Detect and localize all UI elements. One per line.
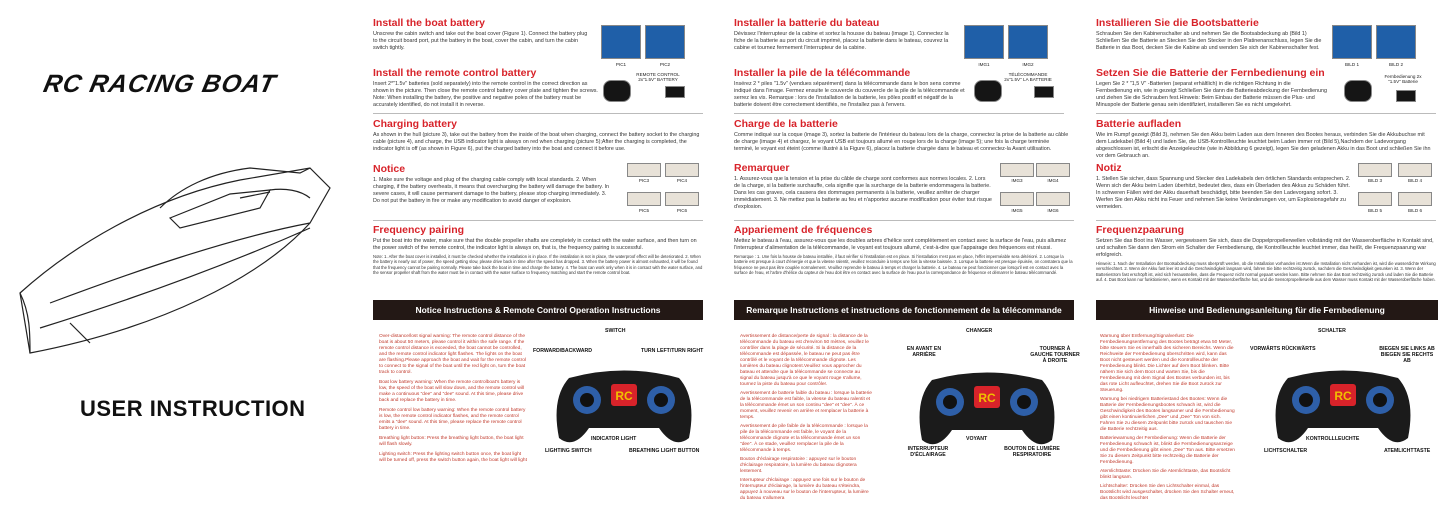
brand-logo: RC RACING BOAT bbox=[41, 70, 279, 98]
img4-caption: IMG4 bbox=[1047, 178, 1059, 183]
lighting-switch-note: Lighting switch: Press the lighting switch button once, the boat light will be turned off, press the switch button again, the boat light will light bbox=[379, 452, 527, 463]
svg-text:RC: RC bbox=[615, 389, 633, 403]
frequency-note-text: Remarque : 1. Une fois la housse de bateau installée, il faut vérifier si l'installation est en place. Si l'installation n'est pas en place, l'effet imperméable sera détérioré. 2. Lorsque la batterie est presque à court d'énergie et que la vitesse ralentit, veuillez reconduire à temps une fois la vitesse baissée. 3. Lorsque la batterie est presque épuisée, on constatera que la fréquence ne peut pas être couplée normalement. Veuillez reprendre le bateau à temps et charger la batterie. 4. Le bateau ne peut fonctionner que lorsqu'il est en contact avec la surface de l'eau, et l'arbre d'hélice du capteur de l'eau doit être en contact avec la surface de l'eau pour la correspondance de fréquence et démarrer le bateau télécommandé. bbox=[734, 254, 1073, 275]
install-boat-battery-text: Unscrew the cabin switch and take out the boat cover (Figure 1). Connect the battery plug to the circuit board port, put the battery in the boat, cover the cabin, and turn the cabin switch tightly. bbox=[373, 31, 588, 51]
over-distance-warning: Warnung über Entfernung/Signalverlust: Die Fernbedienungsentfernung des Bootes beträgt etwa 50 Meter, bitte steuern Sie es innerhalb des sicheren Bereichs. Wenn die Reichweite der Fernbedienung überschritten wird, kann das Boot nicht gesteuert werden und die Kontrollleuchte der Fernbedienung blinkt. Die Lichter auf dem Boot blinken. Bitte nähern Sie sich dem Boot und warten Sie, bis die Fernbedienung mit dem Signal des Bootes verbunden ist, bis das rote Licht aufleuchtet, drehen Sie die Boot zurück zur Steuerung. bbox=[1100, 334, 1234, 393]
remote-label-breathing: BREATHING LIGHT BUTTON bbox=[629, 448, 700, 454]
frequency-pairing-text: Mettez le bateau à l'eau, assurez-vous que les doubles arbres d'hélice sont complètement en contact avec la surface de l'eau, puis allumez l'interrupteur d'alimentation de la télécommande, le voyant est toujours allumé, c'est-à-dire que l'appairage des fréquences est réussi. bbox=[734, 238, 1067, 251]
pic2-caption: PIC2 bbox=[659, 62, 671, 67]
img5-caption: IMG5 bbox=[1011, 208, 1023, 213]
lighting-switch-note: Interrupteur d'éclairage : appuyez une fois sur le bouton de l'interrupteur d'éclairage, la lumière du bateau s'éteindra, appuyez à nouveau sur le bouton de l'interrupteur, la lumière du bateau s'allumera bbox=[740, 478, 869, 501]
charging-text: Wie im Rumpf gezeigt (Bild 3), nehmen Sie den Akku beim Laden aus dem Inneren des Bootes heraus, verbinden Sie die Akkubuchse mit dem Ladekabel (Bild 4) und laden Sie, die USB-Kontrollleuchte leuchtet beim Laden immer rot (Bild 5),Nachdem der Ladevorgang abgeschlossen ist, erlischt die Anzeigeleuchte (wie in Abbildung 6 gezeigt), legen Sie den geladenen Akku in das Boot und schließen Sie ihn vor dem Gebrauch an. bbox=[1096, 132, 1431, 159]
bild1-image bbox=[1332, 25, 1372, 59]
img6-caption: IMG6 bbox=[1047, 208, 1059, 213]
img5-image bbox=[1000, 192, 1034, 206]
frequency-note-text: Hinweis: 1. Nach der Installation der Bootsabdeckung muss überprüft werden, ob die Installation vorhanden ist.Wenn die Installation nicht vorhanden ist, wird die wasserdichte Wirkung verschlechtert. 2. Wenn der Akku fast leer ist und die Geschwindigkeit langsam wird, fahren Sie bitte rechtzeitig zurück, nachdem die Geschwindigkeit gesunken ist. 3. Wenn der Batteriestrom fast erschöpft ist, wird sich herausstellen, dass die Frequenz nicht normal gepaart werden kann. Bitte nehmen Sie das Boot rechtzeitig zurück und laden Sie die Batterie auf. 4. Das Boot kann nur funktionieren, wenn es Kontakt mit der Wasseroberfläche hat, und die Sensorpropellerwelle aus dem Wasser muss Kontakt mit der Wasseroberfläche haben. bbox=[1096, 261, 1436, 282]
pic4-image bbox=[665, 163, 699, 177]
divider bbox=[734, 113, 1064, 114]
boat-low-battery-warning: Warnung bei niedrigem Batteriestand des Bootes: Wenn die Batterie der Fernbedienungsbootes schwach ist, wird die Geschwindigkeit des Bootes langsamer und die Fernbedienung gibt einen kontinuierlichen „Dee" und „Dee" Ton von sich. Fahren Sie zu diesem Zeitpunkt bitte zurück und tauschen Sie die Batterie rechtzeitig aus. bbox=[1100, 397, 1235, 432]
frequency-pairing-heading: Frequenzpaarung bbox=[1096, 224, 1185, 236]
svg-text:RC: RC bbox=[1334, 389, 1352, 403]
notice-text: 1. Stellen Sie sicher, dass Spannung und Stecker des Ladekabels den örtlichen Standards entsprechen. 2. Wenn sich der Akku beim Laden überhitzt, bedeutet dies, dass ein Überladen des Akkus zu Schäden führt. In schweren Fällen wird der Akku dauerhaft beschädigt, bitte beenden Sie den Ladevorgang sofort. 3. Werfen Sie den Akku nicht ins Feuer und nehmen Sie keine Veränderungen vor, um Explosionsgefahr zu vermeiden. bbox=[1096, 176, 1351, 210]
remote-image bbox=[603, 80, 631, 102]
cover-panel bbox=[0, 0, 355, 509]
divider bbox=[1096, 220, 1436, 221]
battery-image bbox=[1396, 90, 1416, 102]
remote-label-indicator: INDICATOR LIGHT bbox=[591, 436, 637, 442]
pic1-caption: PIC1 bbox=[615, 62, 627, 67]
install-boat-battery-heading: Install the boat battery bbox=[373, 17, 486, 29]
notice-text: 1. Assurez-vous que la tension et la prise du câble de charge sont conformes aux normes locales. 2. Lors de la charge, si la batterie surchauffe, cela signifie que la surcharge de la batterie endommagera la batterie. Dans les cas graves, cela causera des dommages permanents à la batterie, veuillez arrêter de charger immédiatement. 3. Ne mettez pas la batterie au feu et n'apportez aucune modification pour éviter tout risque d'explosion. bbox=[734, 176, 992, 210]
boat-outline-illustration bbox=[10, 128, 340, 358]
remote-label-turn: TOURNER À GAUCHE TOURNER À DROITE bbox=[1030, 346, 1080, 364]
remote-battery-caption: TÉLÉCOMMANDE 2x"1.5V" LA BATTERIE bbox=[1004, 72, 1052, 82]
pic3-image bbox=[627, 163, 661, 177]
lighting-switch-note: Lichtschalter: Drücken Sie den Lichtschalter einmal, das Bootslicht wird ausgeschaltet, drücken Sie den Schalter erneut, das Bootslicht leuchtet bbox=[1100, 484, 1235, 501]
section-bar: Remarque Instructions et instructions de fonctionnement de la télécommande bbox=[734, 300, 1074, 320]
remote-label-forward-backward: EN AVANT EN ARRIÈRE bbox=[906, 346, 942, 358]
french-column bbox=[734, 0, 1089, 509]
remote-low-battery-warning: Avertissement de pile faible de la télécommande : lorsque la pile de la télécommande est faible, le voyant de la télécommande clignote et la télécommande émet un son "dee". À ce stade, veuillez remplacer la pile de la télécommande à temps. bbox=[740, 424, 868, 453]
breathing-light-note: Breathing light button: Press the breathing light button, the boat light will flash slowly. bbox=[379, 436, 524, 447]
remote-label-forward-backward: FORWARD/BACKWARD bbox=[533, 348, 592, 354]
install-boat-battery-text: Schrauben Sie den Kabinenschalter ab und nehmen Sie die Bootsabdeckung ab (Bild 1) Schließen Sie die Batterie an Stecken Sie den Stecker in den Platinenanschluss, legen Sie die Batterie in das Boot, decken Sie die Kabine ab und wenden Sie sich der Kabinenschalter fest. bbox=[1096, 31, 1322, 51]
install-boat-battery-heading: Installer la batterie du bateau bbox=[734, 17, 880, 29]
charging-heading: Batterie aufladen bbox=[1096, 118, 1182, 130]
charging-text: Comme indiqué sur la coque (image 3), sortez la batterie de l'intérieur du bateau lors de la charge, connectez la prise de la batterie au câble de charge (image 4) et chargez, le voyant USB est toujours allumé en rouge lors de la charge (image 5); une fois la charge terminée terminé, le voyant est éteint (comme illustré à la Figure 6), placez la batterie chargée dans le bateau et connectez-la Avant utilisation. bbox=[734, 132, 1069, 152]
charging-text: As shown in the hull (picture 3), take out the battery from the inside of the boat when charging, connect the battery socket to the charging cable (picture 4), and charge, the USB indicator light is always on red when charging (picture 5);After the charging is completed, the indicator light is off (as shown in Figure 6), put the charged battery into the boat and connect it before use. bbox=[373, 132, 700, 152]
bild6-caption: BILD 6 bbox=[1407, 208, 1423, 213]
charging-heading: Charge de la batterie bbox=[734, 118, 838, 130]
section-bar: Hinweise und Bedienungsanleitung für die Fernbedienung bbox=[1096, 300, 1438, 320]
remote-low-battery-warning: Remote control low battery warning: When the remote control battery is low, the remote control indicator flashes, and the remote control emits a "dee" sound. At this time, please replace the remote control battery in time. bbox=[379, 408, 526, 431]
pic5-image bbox=[627, 192, 661, 206]
img3-caption: IMG3 bbox=[1011, 178, 1023, 183]
remote-label-forward-backward: VORWÄRTS RÜCKWÄRTS bbox=[1250, 346, 1316, 352]
divider bbox=[734, 220, 1074, 221]
pic1-image bbox=[601, 25, 641, 59]
remote-label-lighting-switch: LICHTSCHALTER bbox=[1264, 448, 1308, 454]
over-distance-warning: Avertissement de distance/perte de signal : la distance de la télécommande du bateau est d'environ 50 mètres, veuillez le contrôler dans la plage de sécurité. Si la distance de la télécommande est dépassée, le bateau ne peut pas être contrôlé et le voyant de la télécommande clignote. Les lumières du bateau clignotent.Veuillez vous approcher du bateau et attendre que la télécommande se connecte au signal du bateau jusqu'à ce que le voyant rouge s'allume, tournez la piste du bateau pour contrôler. bbox=[740, 334, 869, 387]
install-remote-battery-heading: Setzen Sie die Batterie der Fernbedienung ein bbox=[1096, 67, 1325, 79]
install-remote-battery-heading: Installer la pile de la télécommande bbox=[734, 67, 911, 79]
bild6-image bbox=[1398, 192, 1432, 206]
img3-image bbox=[1000, 163, 1034, 177]
pic2-image bbox=[645, 25, 685, 59]
frequency-pairing-heading: Frequency pairing bbox=[373, 224, 465, 236]
frequency-pairing-heading: Appariement de fréquences bbox=[734, 224, 873, 236]
frequency-note-text: Note: 1. After the boat cover is installed, it must be checked whether the installation is in place. If the installation is not in place, the waterproof effect will be deteriorated. 2. When the battery is nearly out of power, the speed getting slow, please drive back in time after the speed has dropped. 3. When the battery power is almost exhausted, it will be found that the frequency cannot be pairing normally. Please take back the boat in time and charge the battery. 4. The boat can work only when it is in contact with the water surface, and the sensor propeller shaft from the water must be in contact with the water surface to frequency matching and start the remote control boat. bbox=[373, 254, 703, 275]
remote-label-turn: BIEGEN SIE LINKS AB BIEGEN SIE RECHTS AB bbox=[1379, 346, 1435, 364]
user-instruction-title: USER INSTRUCTION bbox=[80, 396, 306, 421]
remote-label-lighting-switch: INTERRUPTEUR D'ÉCLAIRAGE bbox=[907, 446, 949, 458]
divider bbox=[1096, 113, 1436, 114]
img1-caption: IMG1 bbox=[978, 62, 990, 67]
install-remote-battery-text: Insérez 2 * piles "1.5v" (vendues séparément) dans la télécommande dans le bon sens comme indiqué dans l'image. Fermez ensuite le couvercle du couvercle de la pile de la télécommande et serrez les vis. Remarque : lors de l'installation de la batterie, les pôles positif et négatif de la batterie doivent être correctement identifiés, ne l'installez pas à l'envers. bbox=[734, 81, 965, 108]
remote-label-breathing: ATEMLICHTTASTE bbox=[1384, 448, 1431, 454]
remote-battery-caption: Fernbedienung 2x "1.5V" Batterie bbox=[1384, 74, 1422, 84]
notice-heading: Notiz bbox=[1096, 162, 1122, 174]
notice-text: 1. Make sure the voltage and plug of the charging cable comply with local standards. 2. When charging, if the battery overheats, it means that overcharging the battery will damage the battery. In severe cases, it will cause permanent damage to the battery, please stop charging immediately. 3. Do not put the battery in fire or make any modification to avoid danger of explosion. bbox=[373, 177, 610, 204]
section-bar: Notice Instructions & Remote Control Operation Instructions bbox=[373, 300, 703, 320]
remote-label-indicator: VOYANT bbox=[966, 436, 988, 442]
pic5-caption: PIC5 bbox=[638, 208, 650, 213]
notice-heading: Notice bbox=[373, 163, 406, 175]
bild2-caption: BILD 2 bbox=[1388, 62, 1404, 67]
bild5-caption: BILD 5 bbox=[1367, 208, 1383, 213]
remote-label-switch: SCHALTER bbox=[1318, 328, 1346, 334]
bild4-image bbox=[1398, 163, 1432, 177]
boat-low-battery-warning: Avertissement de batterie faible du bateau : lorsque la batterie de la télécommande est faible, la vitesse du bateau ralentit et la télécommande émet un son continu "dee" et "dee". À ce moment, veuillez revenir en arrière et remplacer la batterie à temps. bbox=[740, 391, 872, 420]
charging-heading: Charging battery bbox=[373, 118, 458, 130]
img4-image bbox=[1036, 163, 1070, 177]
install-remote-battery-text: Legen Sie 2 * "1,5 V" -Batterien (separat erhältlich) in die richtigen Richtung in die Fernbedienung ein, wie in gezeigt Schließen Sie dann die Batterieabdeckung der Fernbedienung und ziehen Sie die Schrauben fest.Hinweis: Beim Einbau der Batterie müssen die Plus- und Minuspole der Batterie genau sein identifiziert, installieren Sie es nicht umgekehrt. bbox=[1096, 81, 1328, 108]
bild4-caption: BILD 4 bbox=[1407, 178, 1423, 183]
remote-label-switch: CHANGER bbox=[966, 328, 993, 334]
over-distance-warning: Over-distance/lost signal warning: The remote control distance of the boat is about 50 meters, please control it within the safe range. If the remote control distance is exceeded, the boat cannot be controlled, and the remote control indicator light flashes. The lights on the boat are flashing.Please approach the boat and wait for the remote control to connect to the signal of the boat until the red light on, turn the boat track to control. bbox=[379, 334, 526, 375]
pic3-caption: PIC3 bbox=[638, 178, 650, 183]
install-remote-battery-heading: Install the remote control battery bbox=[373, 67, 537, 79]
install-boat-battery-text: Dévissez l'interrupteur de la cabine et sortez la housse du bateau (image 1). Connectez la fiche de la batterie au port du circuit imprimé, placez la batterie dans le bateau, couvrez la cabine et tournez fermement l'interrupteur de la cabine. bbox=[734, 31, 949, 51]
german-column bbox=[1096, 0, 1445, 509]
svg-text:RC: RC bbox=[978, 391, 996, 405]
img1-image bbox=[964, 25, 1004, 59]
english-column bbox=[373, 0, 728, 509]
frequency-pairing-text: Put the boat into the water, make sure that the double propeller shafts are completely in contact with the water surface, and then turn on the power switch of the remote control, the indicator light is always on, that is, the frequency pairing is successful. bbox=[373, 238, 697, 251]
remote-battery-caption: REMOTE CONTROL 2x"1.5V" BATTERY bbox=[636, 72, 680, 82]
boat-low-battery-warning: Boat low battery warning: When the remote controlboat's battery is low, the speed of the boat will slow down, and the remote control will make a continuous "dee" and "dee" sound. At this time, please drive back and replace the battery in time. bbox=[379, 380, 525, 403]
img2-caption: IMG2 bbox=[1022, 62, 1034, 67]
install-remote-battery-text: Insert 2*"1.5v" batteries (sold separately) into the remote control in the correct direction as shown in the picture. Then close the remote control battery cover plate and tighten the screws. Note: When installing the battery, the positive and negative poles of the battery must be accurately identified, do not install it in reverse. bbox=[373, 81, 598, 108]
remote-image bbox=[1344, 80, 1372, 102]
frequency-pairing-text: Setzen Sie das Boot ins Wasser, vergewissern Sie sich, dass die Doppelpropellerwellen vollständig mit der Wasseroberfläche in Kontakt sind, und schalten Sie dann den Strom ein Schalter der Fernbedienung, die Kontrollleuchte leuchtet immer, das heißt, die Frequenzpaarung war erfolgreich. bbox=[1096, 238, 1434, 258]
remote-label-breathing: BOUTON DE LUMIÈRE RESPIRATOIRE bbox=[1004, 446, 1060, 458]
remote-image bbox=[974, 80, 1002, 102]
breathing-light-note: Bouton d'éclairage respiratoire : appuyez sur le bouton d'éclairage respiratoire, la lumière du bateau clignotera lentement. bbox=[740, 457, 857, 474]
pic6-caption: PIC6 bbox=[676, 208, 688, 213]
battery-image bbox=[1034, 86, 1054, 98]
pic6-image bbox=[665, 192, 699, 206]
breathing-light-note: Atemlichttaste: Drücken Sie die Atemlichttaste, das Bootslicht blinkt langsam. bbox=[1100, 469, 1231, 480]
bild3-image bbox=[1358, 163, 1392, 177]
img6-image bbox=[1036, 192, 1070, 206]
img2-image bbox=[1008, 25, 1048, 59]
battery-image bbox=[665, 86, 685, 98]
divider bbox=[373, 220, 703, 221]
bild2-image bbox=[1376, 25, 1416, 59]
remote-label-switch: SWITCH bbox=[605, 328, 626, 334]
remote-low-battery-warning: Batteriewarnung der Fernbedienung: Wenn die Batterie der Fernbedienung schwach ist, blinkt die Fernbedienungsanzeige und die Fernbedienung gibt einen „Dee" Ton aus. Bitte ersetzen Sie zu diesem Zeitpunkt bitte rechtzeitig die Batterie der Fernbedienung. bbox=[1100, 436, 1235, 465]
pic4-caption: PIC4 bbox=[676, 178, 688, 183]
install-boat-battery-heading: Installieren Sie die Bootsbatterie bbox=[1096, 17, 1259, 29]
bild5-image bbox=[1358, 192, 1392, 206]
bild3-caption: BILD 3 bbox=[1367, 178, 1383, 183]
notice-heading: Remarquer bbox=[734, 162, 790, 174]
remote-label-indicator: KONTROLLLEUCHTE bbox=[1306, 436, 1360, 442]
remote-label-lighting-switch: LIGHTING SWITCH bbox=[545, 448, 592, 454]
remote-label-turn: TURN LEFT/TURN RIGHT bbox=[641, 348, 704, 354]
divider bbox=[373, 113, 703, 114]
bild1-caption: BILD 1 bbox=[1344, 62, 1360, 67]
